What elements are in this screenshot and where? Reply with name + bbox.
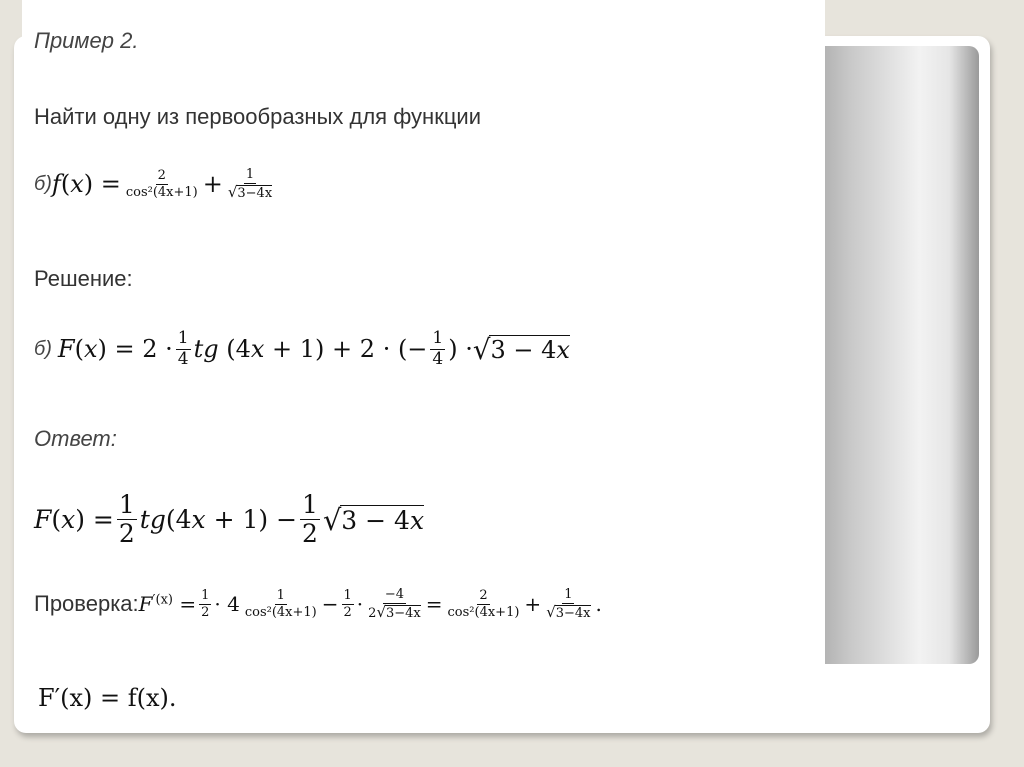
- example-title: Пример 2.: [34, 28, 139, 53]
- content-sheet: [22, 0, 825, 730]
- part-label: б): [34, 172, 52, 195]
- task-text: Найти одну из первообразных для функции: [34, 104, 482, 129]
- solution-label: Решение:: [34, 266, 133, 291]
- antiderivative-solution-formula: б) F(x) = 2 · $\frac{1}{4}$ tg (4x + 1) + 2 · (− $\frac{1}{4}$ ) · √ 3 − 4x: [34, 328, 570, 369]
- function-formula: б) f(x) = $\frac{2}{\text{cos²(4x+1)}}$ + $\frac{1}{√3-4x}$: [34, 167, 273, 201]
- check-formula: Проверка: $F^{'(x)}$ = $\frac{1}{2}$ · 4 $\frac{1}{\text{cos²(4x+1)}}$ − $\frac{1}{2}$ · $\frac{-4}{2√3-4x}$ = $\frac{2}{\text{cos²(4x+1)}}$ + $\frac{1}{√3-4x}$ .: [34, 587, 602, 621]
- answer-formula: F(x) = $\frac{1}{2}$ tg(4x + 1) − $\frac{1}{2}$ √ 3 − 4x: [34, 490, 425, 549]
- answer-label: Ответ:: [34, 426, 117, 451]
- conclusion-formula: F′(x) = f(x).: [38, 684, 177, 712]
- check-label: Проверка:: [34, 591, 139, 617]
- part-label-2: б): [34, 337, 52, 360]
